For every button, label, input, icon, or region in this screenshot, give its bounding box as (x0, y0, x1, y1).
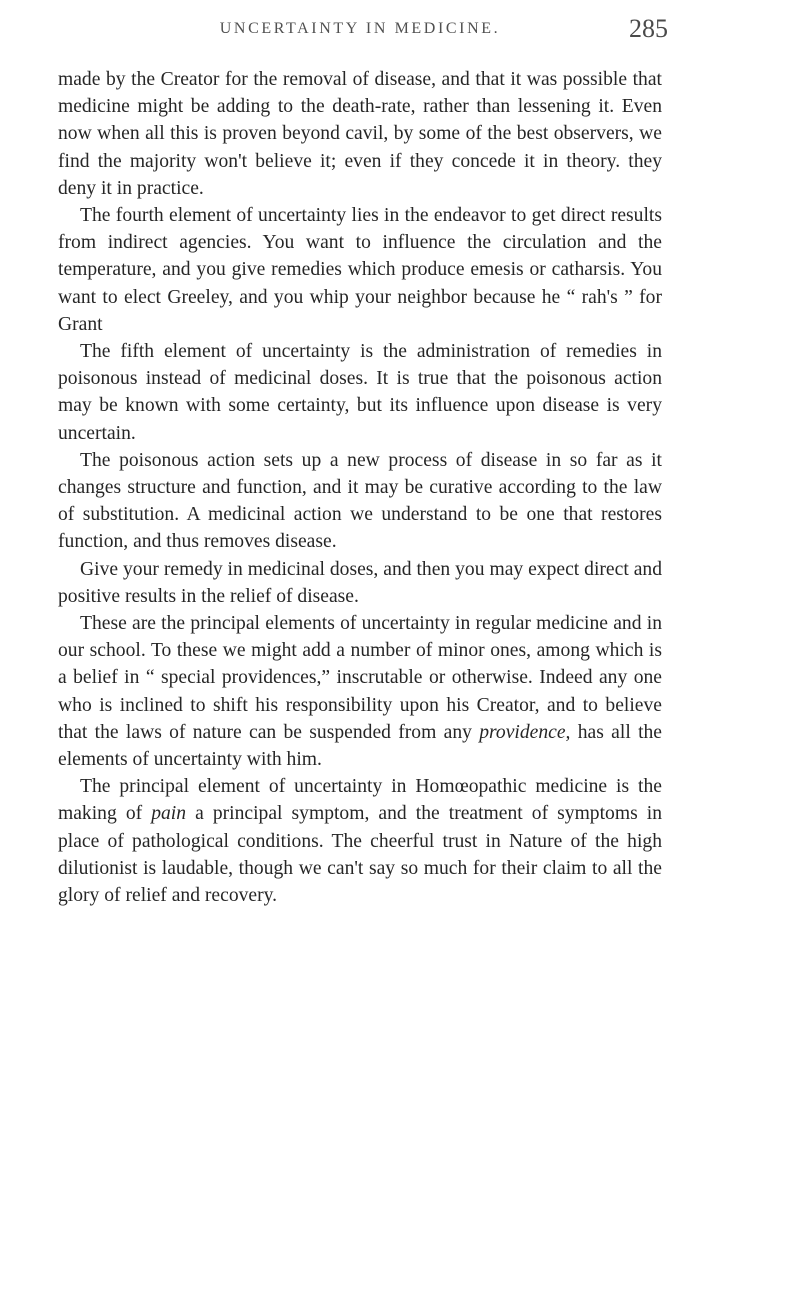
paragraph-homoeopathic-tail: a principal symptom, and the treatment of symptoms in place of pathological conditions. The cheerful trust in Nature of the high dilutionist is laudable, though we can't say so much for their claim to all the glory of relief and recovery. (58, 803, 663, 907)
paragraph-homoeopathic (58, 773, 662, 909)
page-number: 285 (629, 14, 668, 43)
body-text (58, 66, 662, 909)
running-head (58, 14, 668, 54)
running-title: UNCERTAINTY IN MEDICINE. (219, 20, 501, 37)
paragraph-fourth-element: The fourth element of uncertainty lies in the endeavor to get direct results from indirect agencies. You want to influence the circulation and the temperature, and you give remedies which produce emesis or catharsis. You want to elect Greeley, and you whip your neighbor because he “ rah's ” for Grant (58, 205, 662, 335)
paragraph-homoeopathic-text: The principal element of uncertainty in Homœopathic medicine is the making of (58, 776, 662, 825)
paragraph-poisonous-action: The poisonous action sets up a new process of disease in so far as it changes structure and function, and it may be curative according to the law of substitution. A medicinal action we understand to be one that restores function, and thus removes disease. (58, 449, 662, 553)
paragraph-medicinal-doses: Give your remedy in medicinal doses, and then you may expect direct and positive results in the relief of disease. (58, 558, 662, 607)
paragraph-fifth-element: The fifth element of uncertainty is the administration of remedies in poisonous instead of medicinal doses. It is true that the poisonous action may be known with some certainty, but its influence upon disease is very uncertain. (58, 341, 662, 444)
paragraph-continuation: made by the Creator for the removal of disease, and that it was possible that medicine might be adding to the death-rate, rather than lessening it. Even now when all this is proven beyond cavil, by some of the best observers, we find the majority won't believe it; even if they concede it in theory. they deny it in practice. (58, 69, 662, 199)
emphasis-pain: pain (151, 803, 187, 825)
paragraph-principal-elements (58, 610, 662, 773)
paragraph-principal-elements-tail: has all the elements of uncertainty with him. (58, 721, 663, 771)
paragraph-principal-elements-text: These are the principal elements of uncertainty in regular medicine and in our school. To these we might add a number of minor ones, among which is a belief in “ special providences,” inscrutable or otherwise. Indeed any one who is inclined to shift his responsibility upon his Creator, and to believe that the laws of nature can be suspended from any (58, 613, 662, 743)
emphasis-providence: providence, (479, 721, 571, 743)
